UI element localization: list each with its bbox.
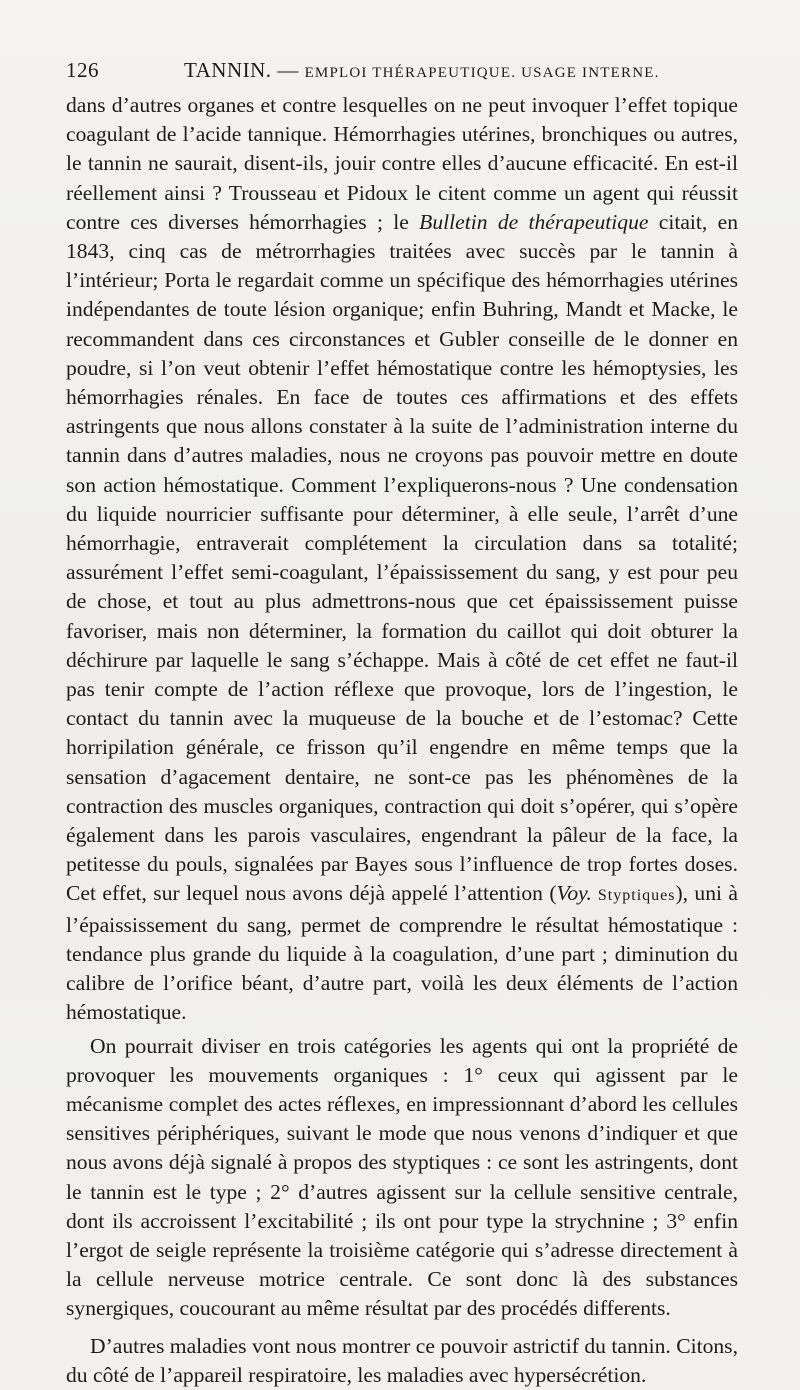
running-head bbox=[66, 55, 738, 85]
page-number: 126 bbox=[66, 58, 99, 82]
journal-title-italic: Bulletin de thérapeutique bbox=[419, 209, 649, 234]
chapter-title: TANNIN. bbox=[184, 58, 272, 82]
paragraph-1 bbox=[66, 91, 738, 1028]
title-separator: — bbox=[277, 58, 299, 82]
running-head-title bbox=[184, 55, 660, 88]
body-text bbox=[66, 91, 738, 1390]
paragraph-1-text-c: citait, en 1843, cinq cas de métrorrhagies traitées avec succès par le tannin à l’intérieur; Porta le regardait comme un spécifique des hémorrhagies utérines indépendantes de toute lésion organique; enfin Buhring, Mandt et Macke, le recommandent dans ces circonstances et Gubler conseille de le donner en poudre, si l’on veut obtenir l’effet hémostatique contre les hémoptysies, les hémorrhagies rénales. En face de toutes ces affirmations et des effets astringents que nous allons constater à la suite de l’administration interne du tannin dans d’autres maladies, nous ne croyons pas pouvoir mettre en doute son action hémostatique. Comment l’expliquerons-nous ? Une condensation du liquide nourricier suffisante pour déterminer, à elle seule, l’arrêt d’une hémorrhagie, entraverait complétement la circulation dans sa totalité; assurément l’effet semi-coagulant, l’épaississement du sang, y est pour peu de chose, et tout au plus admettrons-nous que cet épaississement puisse favoriser, mais non déterminer, la formation du caillot qui doit obturer la déchirure par laquelle le sang s’échappe. Mais à côté de cet effet ne faut-il pas tenir compte de l’action réflexe que provoque, lors de l’ingestion, le contact du tannin avec la muqueuse de la bouche et de l’estomac? Cette horripilation générale, ce frisson qu’il engendre en même temps que la sensation d’agacement dentaire, ne sont-ce pas les phénomènes de la contraction des muscles organiques, contraction qui doit s’opérer, qui s’opère également dans les parois vasculaires, engendrant la pâleur de la face, la petitesse du pouls, signalées par Bayes sous l’influence de trop fortes doses. Cet effet, sur lequel nous avons déjà appelé l’attention ( bbox=[66, 209, 738, 906]
paragraph-1-text-f: ), uni à l’épaississement du sang, permet de comprendre le résultat hémostatique : tendance plus grande du liquide à la coagulation, d’une part ; diminution du calibre de l’orifice béant, d’autre part, voilà les deux éléments de l’action hémostatique. bbox=[66, 881, 738, 1025]
cross-reference-italic: Voy. bbox=[556, 881, 592, 906]
paragraph-1-text-a: dans d’autres organes et contre lesquelles on ne peut invoquer l’effet topique coagulant de l’acide tannique. Hémorrhagies utérines, bronchiques ou autres, le tannin ne saurait, disent-ils, jouir contre elles d’aucune efficacité. En est-il réellement ainsi ? Trousseau et Pidoux le citent comme un agent qui réussit contre ces diverses hémorrhagies ; le bbox=[66, 93, 738, 234]
paragraph-3: D’autres maladies vont nous montrer ce pouvoir astrictif du tannin. Citons, du côté de l’appareil respiratoire, les maladies avec hypersécrétion. bbox=[66, 1333, 738, 1387]
section-subtitle: EMPLOI THÉRAPEUTIQUE. USAGE INTERNE. bbox=[304, 65, 660, 81]
paragraph-2: On pourrait diviser en trois catégories les agents qui ont la propriété de provoquer les mouvements organiques : 1° ceux qui agissent par le mécanisme complet des actes réflexes, en impressionnant d’abord les cellules sensitives périphériques, suivant le mode que nous venons d’indiquer et que nous avons déjà signalé à propos des styptiques : ce sont les astringents, dont le tannin est le type ; 2° d’autres agissent sur la cellule sensitive centrale, dont ils accroissent l’excitabilité ; ils ont pour type la strychnine ; 3° enfin l’ergot de seigle représente la troisième catégorie qui s’adresse directement à la cellule nerveuse motrice centrale. Ce sont donc là des substances synergiques, coucourant au même résultat par des procédés differents. bbox=[66, 1033, 738, 1321]
cross-reference-small-caps: Styptiques bbox=[591, 887, 676, 905]
